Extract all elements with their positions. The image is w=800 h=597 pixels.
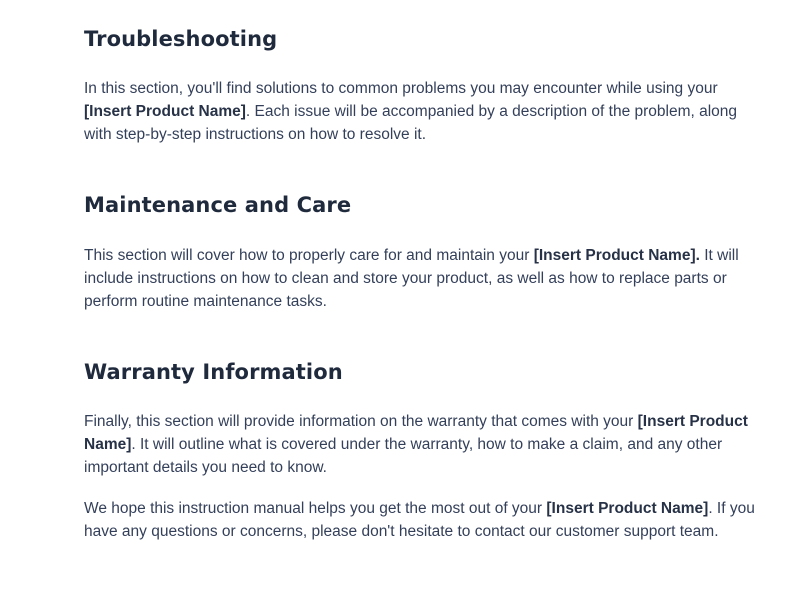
troubleshooting-text-start: In this section, you'll find solutions to common problems you may encounter while using your bbox=[84, 80, 718, 97]
maintenance-text-end: It will include instructions on how to clean and store your product, as well as how to replace parts or perform routine maintenance tasks. bbox=[84, 247, 739, 310]
maintenance-paragraph bbox=[84, 244, 764, 313]
closing-product-placeholder: [Insert Product Name] bbox=[546, 500, 709, 517]
closing-paragraph bbox=[84, 497, 764, 543]
troubleshooting-paragraph bbox=[84, 77, 764, 146]
warranty-product-placeholder: [Insert Product Name] bbox=[84, 413, 748, 453]
warranty-text-start: Finally, this section will provide information on the warranty that comes with your bbox=[84, 413, 638, 430]
warranty-heading: Warranty Information bbox=[84, 360, 343, 384]
warranty-text-end: . It will outline what is covered under the warranty, how to make a claim, and any other important details you need to know. bbox=[84, 436, 723, 476]
troubleshooting-product-placeholder: [Insert Product Name] bbox=[84, 103, 246, 120]
maintenance-text-start: This section will cover how to properly care for and maintain your bbox=[84, 247, 534, 264]
troubleshooting-text-end: . Each issue will be accompanied by a description of the problem, along with step-by-step instructions on how to resolve it. bbox=[84, 103, 738, 143]
warranty-paragraph bbox=[84, 410, 764, 479]
closing-text-end: . If you have any questions or concerns, please don't hesitate to contact our customer support team. bbox=[84, 500, 755, 540]
closing-text-start: We hope this instruction manual helps you get the most out of your bbox=[84, 500, 547, 517]
maintenance-product-placeholder: [Insert Product Name]. bbox=[533, 247, 700, 264]
maintenance-heading: Maintenance and Care bbox=[84, 193, 352, 217]
troubleshooting-heading: Troubleshooting bbox=[84, 27, 278, 51]
